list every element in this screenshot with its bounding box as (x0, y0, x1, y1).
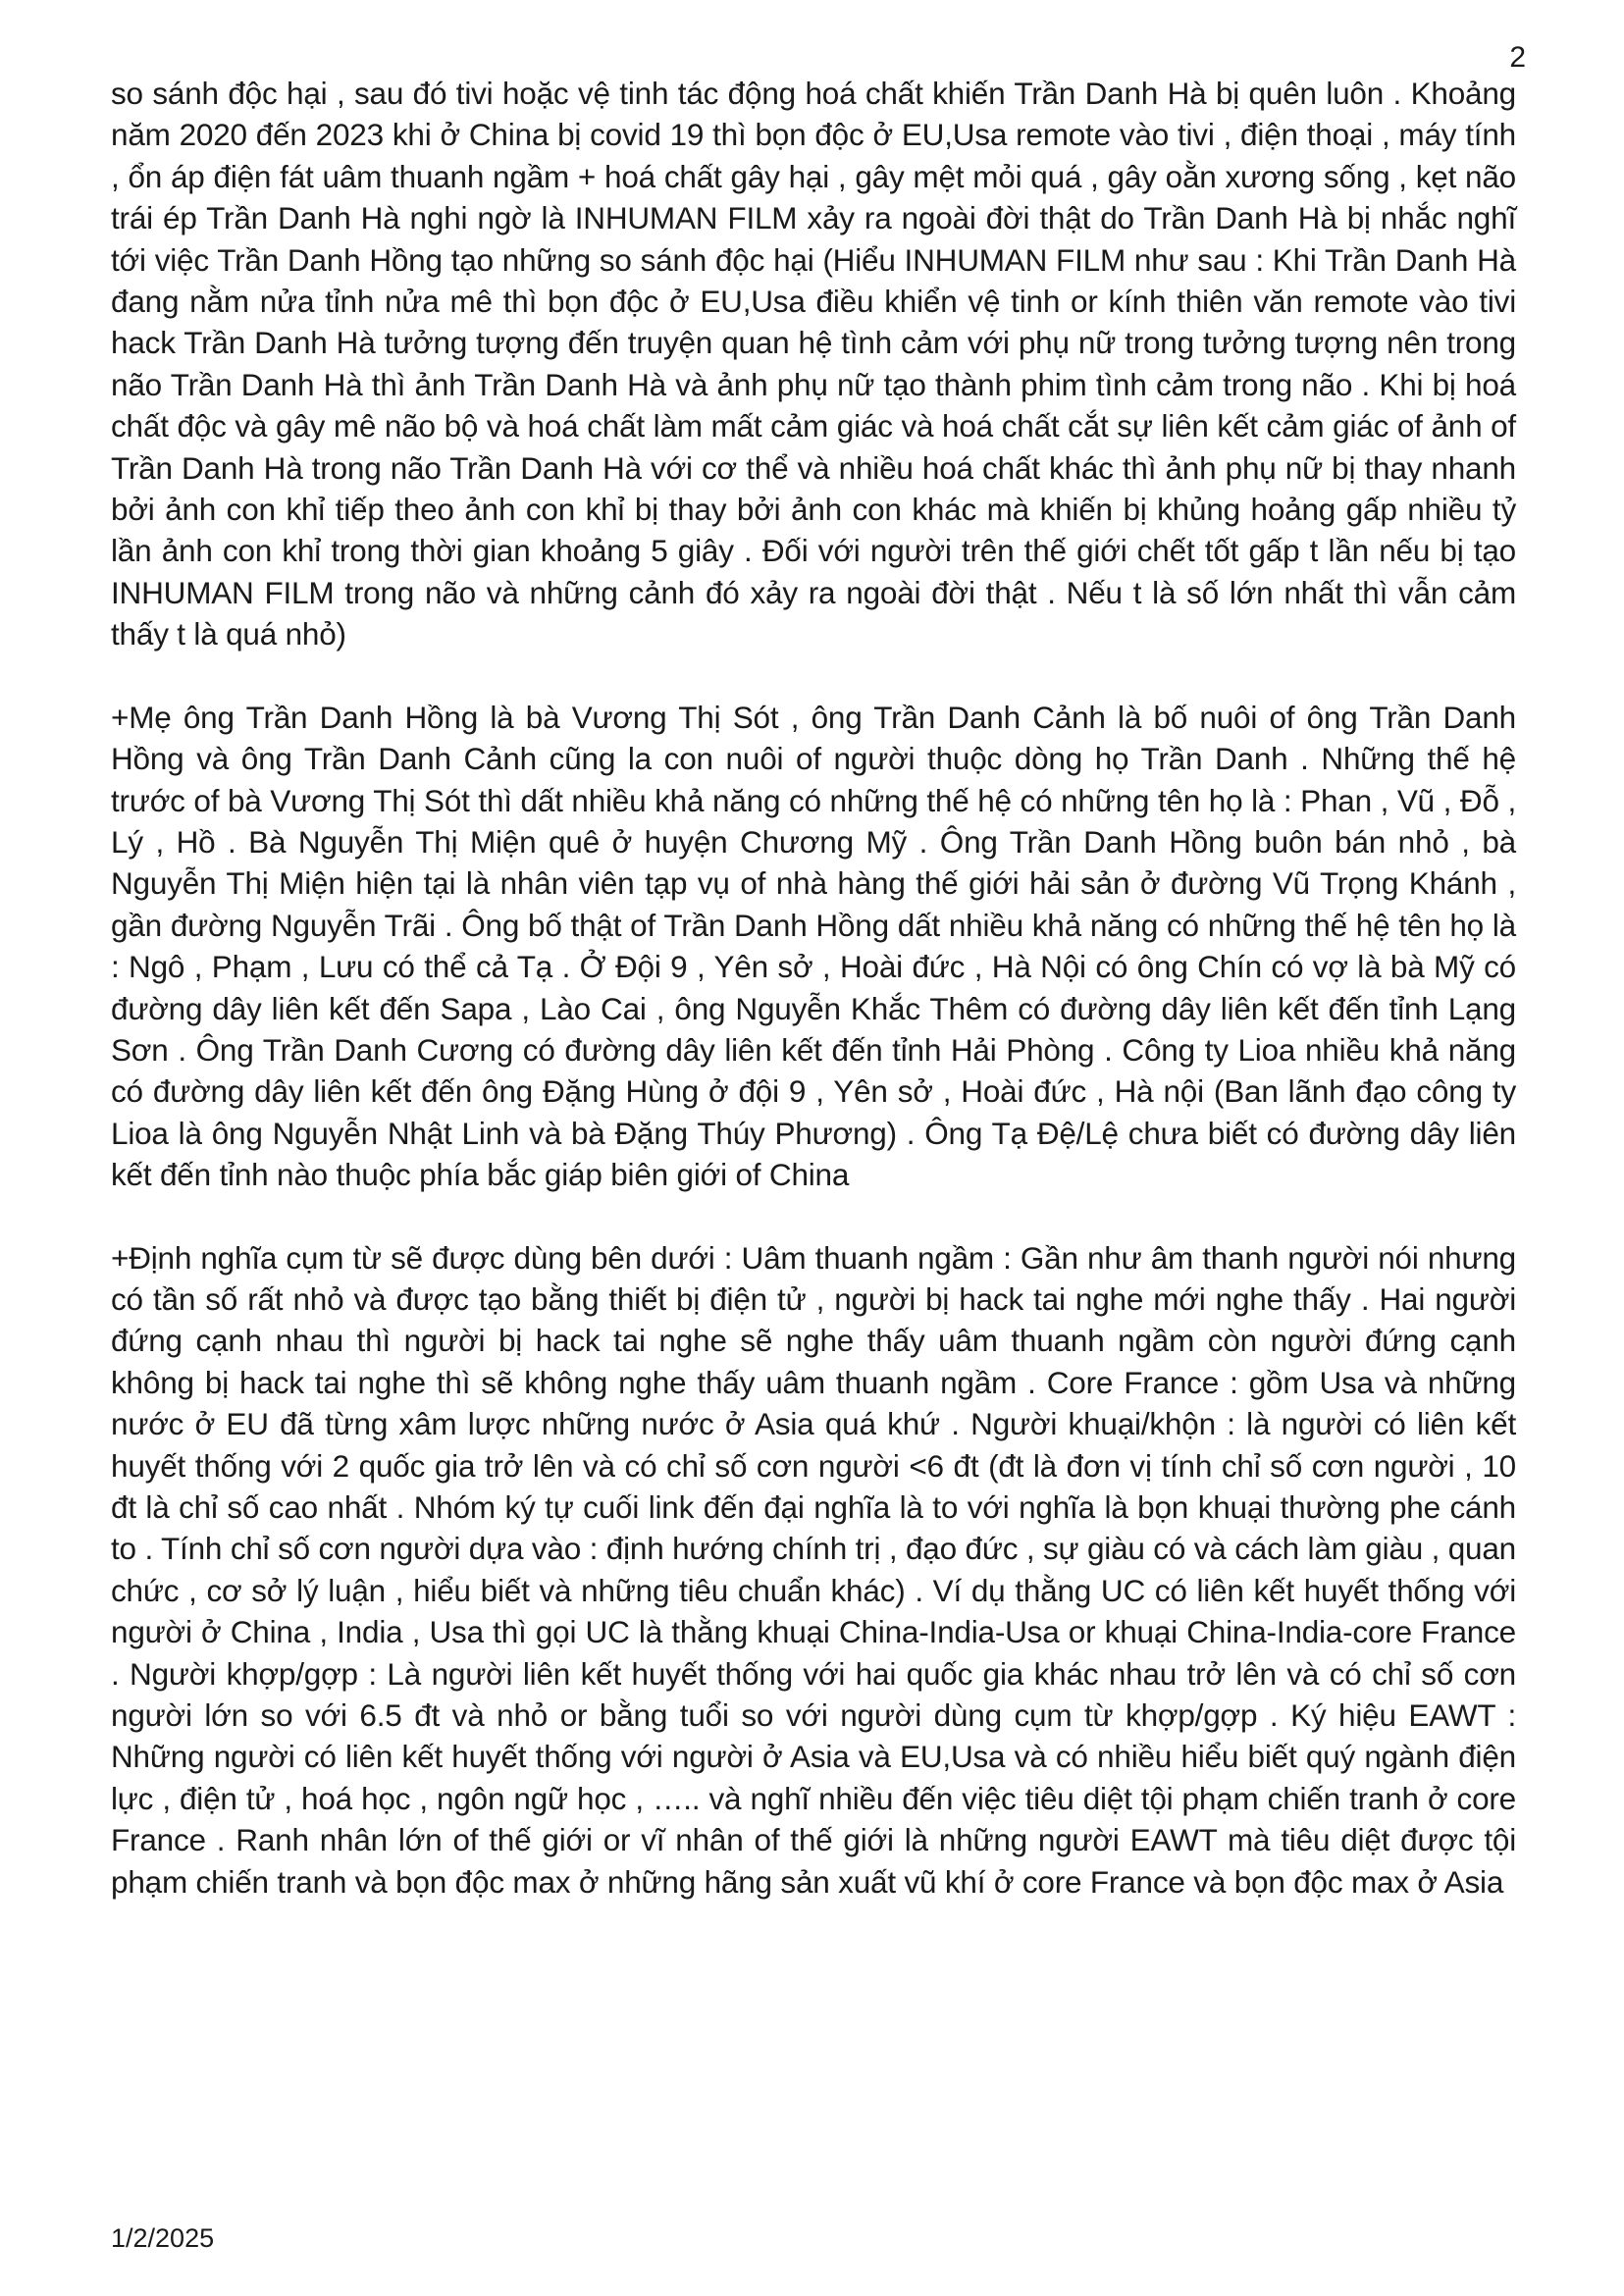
document-body (111, 73, 1516, 1903)
paragraph-1: so sánh độc hại , sau đó tivi hoặc vệ tinh tác động hoá chất khiến Trần Danh Hà bị quên luôn . Khoảng năm 2020 đến 2023 khi ở China bị covid 19 thì bọn độc ở EU,Usa remote vào tivi , điện thoại , máy tính , ổn áp điện fát uâm thuanh ngầm + hoá chất gây hại , gây mệt mỏi quá , gây oằn xương sống , kẹt não trái ép Trần Danh Hà nghi ngờ là INHUMAN FILM xảy ra ngoài đời thật do Trần Danh Hà bị nhắc nghĩ tới việc Trần Danh Hồng tạo những so sánh độc hại (Hiểu INHUMAN FILM như sau : Khi Trần Danh Hà đang nằm nửa tỉnh nửa mê thì bọn độc ở EU,Usa điều khiển vệ tinh or kính thiên văn remote vào tivi hack Trần Danh Hà tưởng tượng đến truyện quan hệ tình cảm với phụ nữ trong tưởng tượng nên trong não Trần Danh Hà thì ảnh Trần Danh Hà và ảnh phụ nữ tạo thành phim tình cảm trong não . Khi bị hoá chất độc và gây mê não bộ và hoá chất làm mất cảm giác và hoá chất cắt sự liên kết cảm giác of ảnh of Trần Danh Hà trong não Trần Danh Hà với cơ thể và nhiều hoá chất khác thì ảnh phụ nữ bị thay nhanh bởi ảnh con khỉ tiếp theo ảnh con khỉ bị thay bởi ảnh con khác mà khiến bị khủng hoảng gấp nhiều tỷ lần ảnh con khỉ trong thời gian khoảng 5 giây . Đối với người trên thế giới chết tốt gấp t lần nếu bị tạo INHUMAN FILM trong não và những cảnh đó xảy ra ngoài đời thật . Nếu t là số lớn nhất thì vẫn cảm thấy t là quá nhỏ) (111, 76, 1516, 652)
footer-date: 1/2/2025 (111, 2223, 215, 2253)
paragraph-2: +Mẹ ông Trần Danh Hồng là bà Vương Thị Sót , ông Trần Danh Cảnh là bố nuôi of ông Trần Danh Hồng và ông Trần Danh Cảnh cũng la con nuôi of người thuộc dòng họ Trần Danh . Những thế hệ trước of bà Vương Thị Sót thì dất nhiều khả năng có những thế hệ có những tên họ là : Phan , Vũ , Đỗ , Lý , Hồ . Bà Nguyễn Thị Miện quê ở huyện Chương Mỹ . Ông Trần Danh Hồng buôn bán nhỏ , bà Nguyễn Thị Miện hiện tại là nhân viên tạp vụ of nhà hàng thế giới hải sản ở đường Vũ Trọng Khánh , gần đường Nguyễn Trãi . Ông bố thật of Trần Danh Hồng dất nhiều khả năng có những thế hệ tên họ là : Ngô , Phạm , Lưu có thể cả Tạ . Ở Đội 9 , Yên sở , Hoài đức , Hà Nội có ông Chín có vợ là bà Mỹ có đường dây liên kết đến Sapa , Lào Cai , ông Nguyễn Khắc Thêm có đường dây liên kết đến tỉnh Lạng Sơn . Ông Trần Danh Cương có đường dây liên kết đến tỉnh Hải Phòng . Công ty Lioa nhiều khả năng có đường dây liên kết đến ông Đặng Hùng ở đội 9 , Yên sở , Hoài đức , Hà nội (Ban lãnh đạo công ty Lioa là ông Nguyễn Nhật Linh và bà Đặng Thúy Phương) . Ông Tạ Đệ/Lệ chưa biết có đường dây liên kết đến tỉnh nào thuộc phía bắc giáp biên giới of China (111, 699, 1516, 1193)
paragraph-3: +Định nghĩa cụm từ sẽ được dùng bên dưới : Uâm thuanh ngầm : Gần như âm thanh người nói nhưng có tần số rất nhỏ và được tạo bằng thiết bị điện tử , người bị hack tai nghe mới nghe thấy . Hai người đứng cạnh nhau thì người bị hack tai nghe sẽ nghe thấy uâm thuanh ngầm còn người đứng cạnh không bị hack tai nghe thì sẽ không nghe thấy uâm thuanh ngầm . Core France : gồm Usa và những nước ở EU đã từng xâm lược những nước ở Asia quá khứ . Người khuại/khộn : là người có liên kết huyết thống với 2 quốc gia trở lên và có chỉ số cơn người <6 đt (đt là đơn vị tính chỉ số cơn người , 10 đt là chỉ số cao nhất . Nhóm ký tự cuối link đến đại nghĩa là to với nghĩa là bọn khuại thường phe cánh to . Tính chỉ số cơn người dựa vào : định hướng chính trị , đạo đức , sự giàu có và cách làm giàu , quan chức , cơ sở lý luận , hiểu biết và những tiêu chuẩn khác) . Ví dụ thằng UC có liên kết huyết thống với người ở China , India , Usa thì gọi UC là thằng khuại China-India-Usa or khuại China-India-core France . Người khợp/gợp : Là người liên kết huyết thống với hai quốc gia khác nhau trở lên và có chỉ số cơn người lớn so với 6.5 đt và nhỏ or bằng tuổi so với người dùng cụm từ khợp/gợp . Ký hiệu EAWT : Những người có liên kết huyết thống với người ở Asia và EU,Usa và có nhiều hiểu biết quý ngành điện lực , điện tử , hoá học , ngôn ngữ học , ….. và nghĩ nhiều đến việc tiêu diệt tội phạm chiến tranh ở core France . Ranh nhân lớn of thế giới or vĩ nhân of thế giới là những người EAWT mà tiêu diệt được tội phạm chiến tranh và bọn độc max ở những hãng sản xuất vũ khí ở core France và bọn độc max ở Asia (111, 1239, 1516, 1900)
page-number: 2 (1509, 41, 1526, 74)
